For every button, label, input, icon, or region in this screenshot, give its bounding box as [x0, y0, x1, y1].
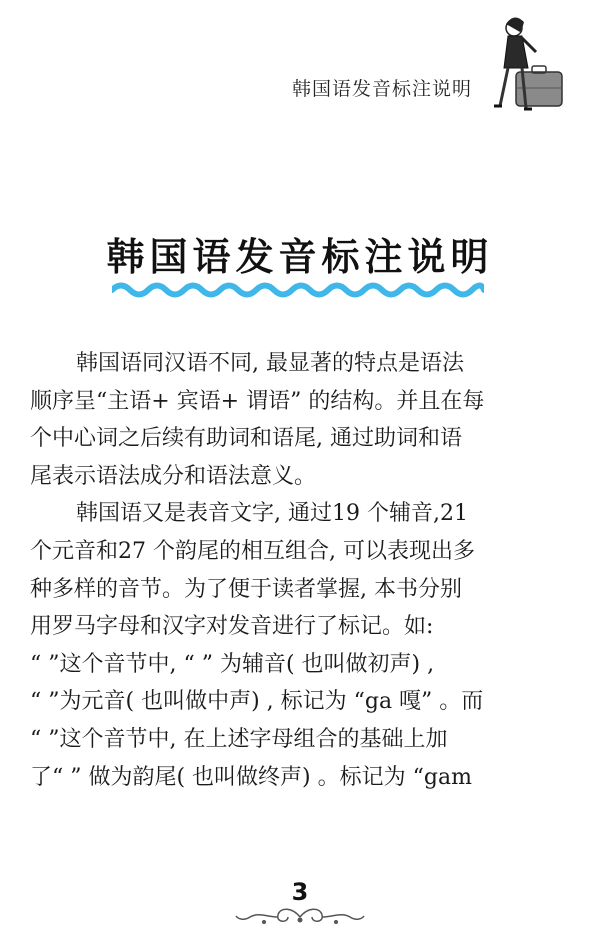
paragraph-1	[30, 345, 575, 495]
text-line: 了“ ” 做为韵尾( 也叫做终声) 。标记为 “gam	[30, 764, 472, 790]
text-line: “ ”为元音( 也叫做中声) , 标记为 “ga 嘎” 。而	[30, 689, 484, 715]
text-line: 顺序呈“主语+ 宾语+ 谓语” 的结构。并且在每	[30, 388, 485, 414]
text-line: “ ”这个音节中, 在上述字母组合的基础上加	[30, 726, 448, 752]
text-line: 韩国语又是表音文字, 通过19 个辅音,21	[76, 501, 468, 527]
page-title: 韩国语发音标注说明	[106, 235, 494, 279]
running-header: 韩国语发音标注说明	[291, 78, 472, 100]
text-line: 个中心词之后续有助词和语尾, 通过助词和语	[30, 426, 462, 452]
text-line: “ ”这个音节中, “ ” 为辅音( 也叫做初声) ,	[30, 651, 435, 677]
text-line: 个元音和27 个韵尾的相互组合, 可以表现出多	[30, 538, 475, 564]
wave-underline-icon	[112, 281, 484, 299]
text-line: 种多样的音节。为了便于读者掌握, 本书分别	[30, 576, 462, 602]
body-text	[30, 345, 575, 796]
paragraph-2	[30, 495, 575, 796]
text-line: 韩国语同汉语不同, 最显著的特点是语法	[76, 351, 464, 376]
text-line: 尾表示语法成分和语法意义。	[30, 463, 317, 489]
scroll-ornament-icon	[234, 904, 366, 930]
page-number: 3	[291, 878, 309, 906]
woman-sitting-on-suitcase-illustration	[478, 8, 590, 120]
text-line: 用罗马字母和汉字对发音进行了标记。如:	[30, 614, 434, 640]
